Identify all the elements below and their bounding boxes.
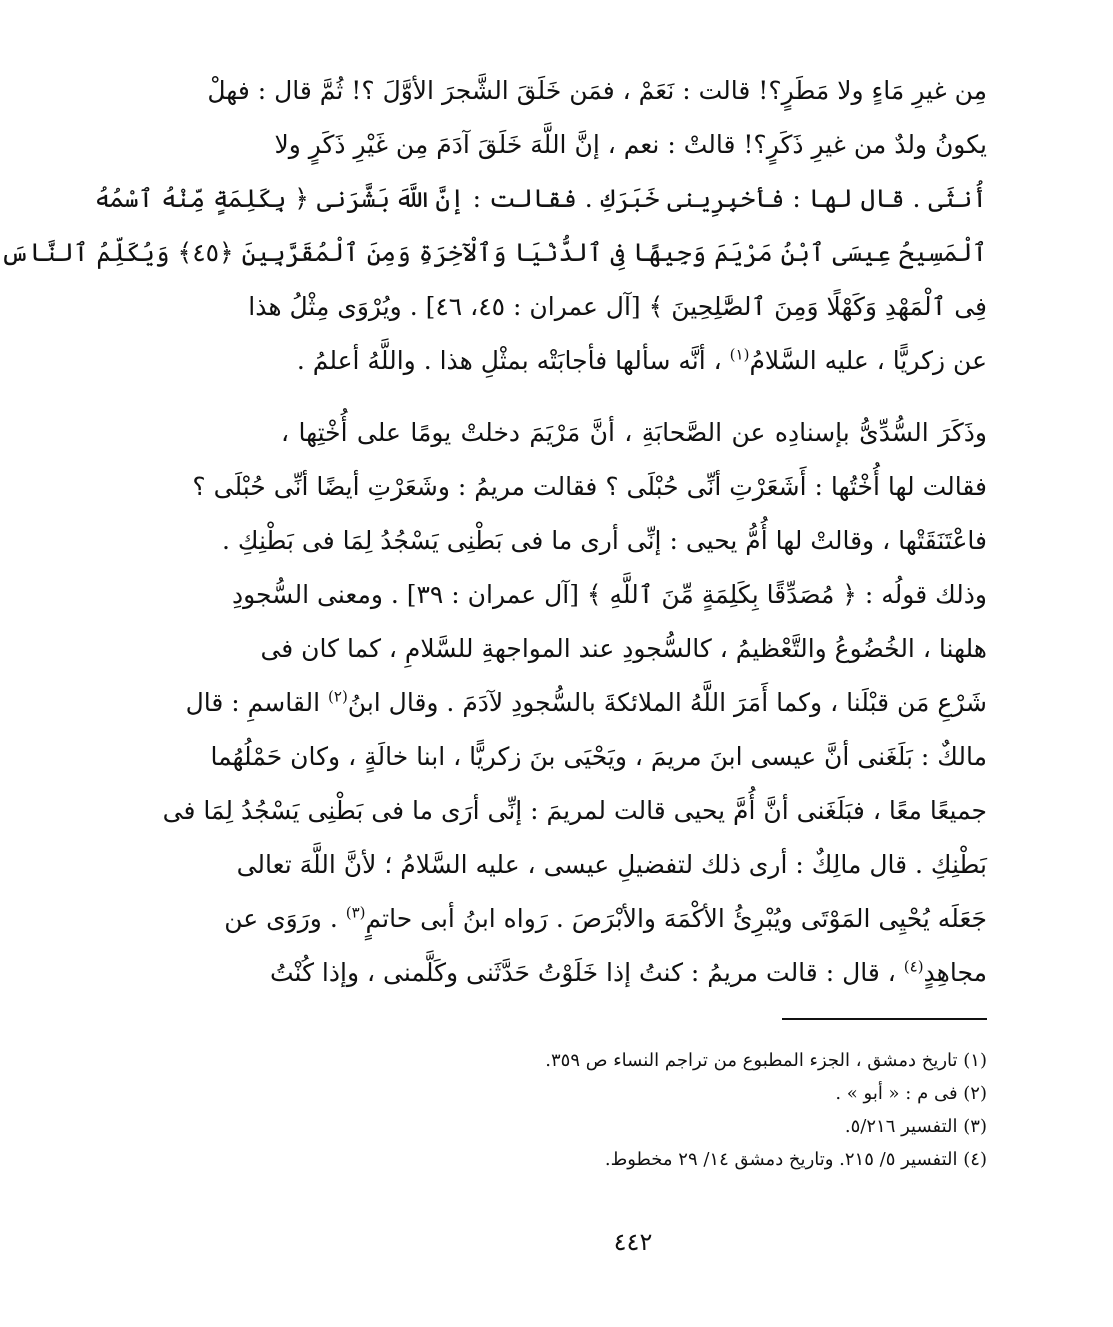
- text-line: هلهنا ، الخُضُوعُ والتَّعْظيمُ ، كالسُّجودِ عند المواجهةِ للسَّلامِ ، كما كان فى: [260, 634, 987, 663]
- text-line: فاعْتَنَقَتْها ، وقالتْ لها أُمُّ يحيى : إنِّى أرى ما فى بَطْنِى يَسْجُدُ لِمَا فى بَطْنِكِ .: [221, 526, 987, 555]
- text-line: ٱلْمَسِيحُ عِيسَى ٱبْنُ مَرْيَمَ وَجِيهًا فِى ٱلدُّنْيَا وَٱلْآخِرَةِ وَمِنَ ٱلْمُقَرَّبِينَ ﴿٤٥﴾ وَيُكَلِّمُ ٱلنَّاسَ: [0, 238, 987, 267]
- paragraph-2: [162, 406, 987, 1000]
- text-line: [269, 946, 987, 1000]
- text-line: جميعًا معًا ، فبَلَغَنى أنَّ أُمَّ يحيى قالت لمريمَ : إنِّى أرَى ما فى بَطْنِى يَسْجُدُ لِمَا فى: [162, 796, 987, 825]
- text-segment: عن زكريًّا ، عليه السَّلامُ: [749, 346, 987, 375]
- paragraph-1: [0, 64, 987, 388]
- footnotes: [467, 1044, 987, 1176]
- text-line: فِى ٱلْمَهْدِ وَكَهْلًا وَمِنَ ٱلصَّٰلِحِينَ ﴾ [آل عمران : ٤٥، ٤٦] . ويُرْوَى مِثْلُ هذا: [248, 292, 987, 321]
- footnote-3: (٣) التفسير ٥/٢١٦.: [844, 1116, 987, 1137]
- text-line: وذَكَرَ السُّدِّىُّ بإسنادِه عن الصَّحابَةِ ، أنَّ مَرْيَمَ دخلتْ يومًا على أُخْتِها ،: [281, 418, 987, 447]
- text-line: [224, 892, 987, 946]
- text-line: [185, 676, 987, 730]
- text-line: يكونُ ولدٌ من غيرِ ذَكَرٍ؟! قالتْ : نعم ، إنَّ اللَّهَ خَلَقَ آدَمَ مِن غَيْرِ ذَكَرٍ ولا: [274, 130, 987, 159]
- footnote-reference: (١): [729, 345, 750, 364]
- footnote-reference: (٢): [328, 687, 348, 706]
- text-line: وذلك قولُه : ﴿ مُصَدِّقًا بِكَلِمَةٍ مِّنَ ٱللَّهِ ﴾ [آل عمران : ٣٩] . ومعنى السُّجودِ: [232, 580, 987, 609]
- text-line: مِن غيرِ مَاءٍ ولا مَطَرٍ؟! قالت : نَعَمْ ، فمَن خَلَقَ الشَّجرَ الأوَّلَ ؟! ثُمَّ قال : فهلْ: [207, 76, 987, 105]
- footnote-divider: [782, 1018, 987, 1020]
- text-line: بَطْنِكِ . قال مالِكٌ : أرى ذلك لتفضيلِ عيسى ، عليه السَّلامُ ؛ لأنَّ اللَّهَ تعالى: [236, 850, 987, 879]
- footnote-reference: (٤): [903, 957, 924, 976]
- text-segment: شَرْعِ مَن قبْلَنا ، وكما أَمَرَ اللَّهُ الملائكةَ بالسُّجودِ لآدَمَ . وقال ابنُ: [347, 688, 987, 717]
- text-segment: القاسمِ : قال: [185, 688, 329, 717]
- text-line: مالكٌ : بَلَغَنى أنَّ عيسى ابنَ مريمَ ، ويَحْيَى بنَ زكريًّا ، ابنا خالَةٍ ، وكان حَمْلُهُما: [210, 742, 987, 771]
- text-segment: جَعَلَه يُحْيِى المَوْتَى ويُبْرِئُ الأكْمَهَ والأبْرَصَ . رَواه ابنُ أبى حاتمٍ: [365, 904, 987, 933]
- text-line: فقالت لها أُخْتُها : أَشَعَرْتِ أنِّى حُبْلَى ؟ فقالت مريمُ : وشَعَرْتِ أيضًا أنِّى حُبْلَى ؟: [192, 472, 987, 501]
- text-segment: . ورَوَى عن: [224, 904, 346, 933]
- page-number: ٤٤٢: [613, 1228, 653, 1256]
- footnote-2: (٢) فى م : « أبو » .: [835, 1083, 987, 1104]
- footnote-4: (٤) التفسير ٥/ ٢١٥. وتاريخ دمشق ١٤/ ٢٩ مخطوط.: [604, 1149, 987, 1170]
- text-segment: مجاهِدٍ: [923, 958, 987, 987]
- footnote-1: (١) تاريخ دمشق ، الجزء المطبوع من تراجم النساء ص ٣٥٩.: [545, 1050, 987, 1071]
- text-line: أُنثَى . قال لها : فأخبِرِينى خَبَرَكِ . فقالت : إنَّ اللَّهَ بَشَّرَنى ﴿ بِكَلِمَةٍ مِّنْهُ ٱسْمُهُ: [94, 184, 987, 213]
- footnote-reference: (٣): [345, 903, 366, 922]
- text-segment: ، أنَّه سألها فأجابَتْه بمثْلِ هذا . واللَّهُ أعلمُ .: [296, 346, 730, 375]
- text-segment: ، قال : قالت مريمُ : كنتُ إذا خَلَوْتُ حَدَّثَنى وكَلَّمنى ، وإذا كُنْتُ: [269, 958, 904, 987]
- text-line: [281, 334, 987, 388]
